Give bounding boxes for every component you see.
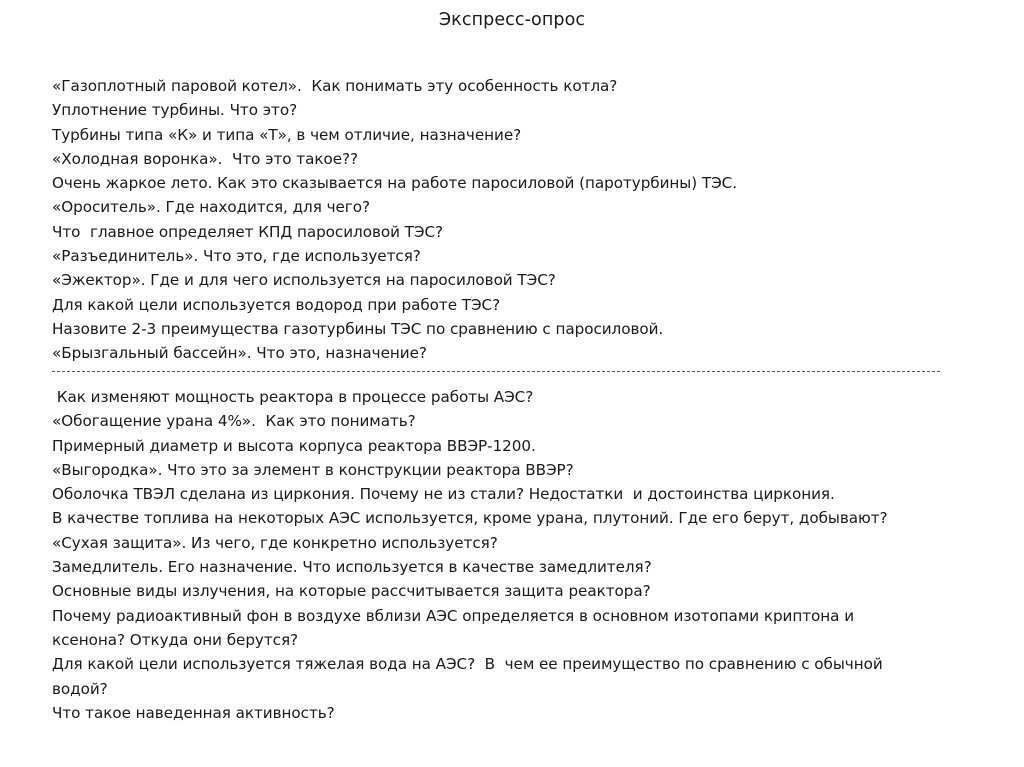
question-line: ксенона? Откуда они берутся? [52,630,299,649]
question-line: Назовите 2-3 преимущества газотурбины ТЭС по сравнению с паросиловой. [52,319,664,338]
question-line: Очень жаркое лето. Как это сказывается на работе паросиловой (паротурбины) ТЭС. [52,174,738,193]
question-line: Уплотнение турбины. Что это? [52,101,298,120]
question-line: «Брызгальный бассейн». Что это, назначение? [52,344,427,363]
question-line: «Сухая защита». Из чего, где конкретно используется? [52,533,498,552]
question-line: водой? [52,679,108,698]
question-line: Замедлитель. Его назначение. Что используется в качестве замедлителя? [52,558,652,577]
question-line: Примерный диаметр и высота корпуса реактора ВВЭР-1200. [52,436,536,455]
question-line: В качестве топлива на некоторых АЭС используется, кроме урана, плутоний. Где его берут, добывают? [52,509,888,528]
question-line: Что такое наведенная активность? [52,703,335,722]
question-line: «Эжектор». Где и для чего используется на паросиловой ТЭС? [52,271,556,290]
question-line: «Обогащение урана 4%». Как это понимать? [52,412,416,431]
question-line: «Выгородка». Что это за элемент в конструкции реактора ВВЭР? [52,460,574,479]
question-line: «Разъединитель». Что это, где используется? [52,247,421,266]
question-list-thermal-power [52,74,952,366]
section-divider [52,371,940,372]
question-line: «Газоплотный паровой котел». Как понимать эту особенность котла? [52,77,618,95]
question-line: Что главное определяет КПД паросиловой ТЭС? [52,222,444,241]
question-line: Основные виды излучения, на которые рассчитывается защита реактора? [52,582,651,601]
question-list-nuclear-power [52,385,952,725]
page-title: Экспресс-опрос [438,10,586,30]
question-line: «Ороситель». Где находится, для чего? [52,198,370,217]
question-line: Для какой цели используется тяжелая вода на АЭС? В чем ее преимущество по сравнению с обычной [52,655,883,674]
question-line: Оболочка ТВЭЛ сделана из циркония. Почему не из стали? Недостатки и достоинства циркония. [52,485,835,504]
question-line: Турбины типа «К» и типа «Т», в чем отличие, назначение? [52,125,522,144]
question-line: Почему радиоактивный фон в воздухе вблизи АЭС определяется в основном изотопами криптона и [52,606,855,625]
question-line: «Холодная воронка». Что это такое?? [52,149,359,168]
question-line: Для какой цели используется водород при работе ТЭС? [52,295,501,314]
question-line: Как изменяют мощность реактора в процессе работы АЭС? [52,388,534,406]
